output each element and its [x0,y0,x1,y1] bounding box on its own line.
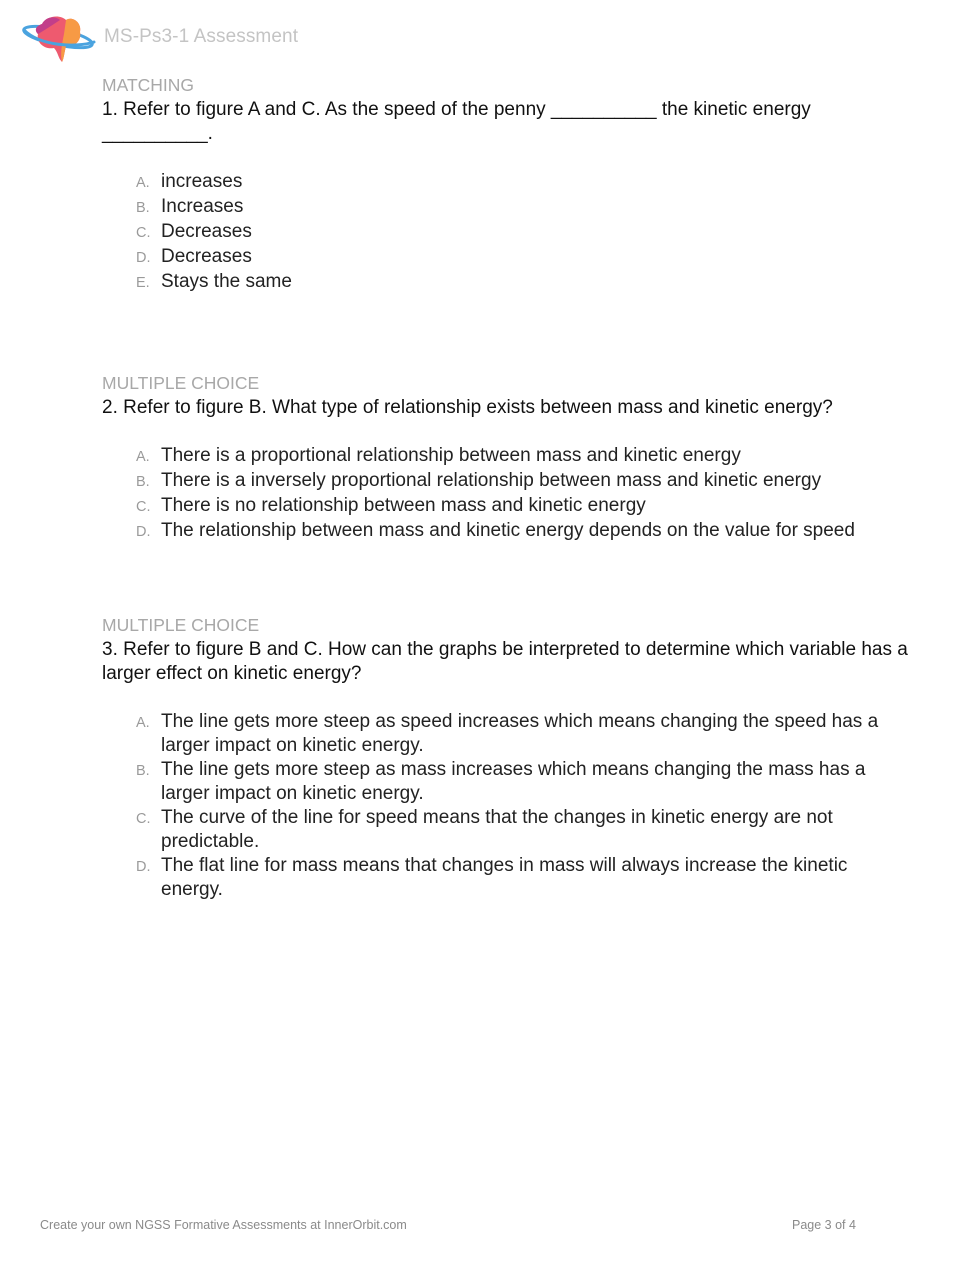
answer-option[interactable] [136,519,912,544]
answer-option[interactable] [136,758,912,806]
option-text: The line gets more steep as mass increases which means changing the mass has a larger impact on kinetic energy. [161,759,866,804]
answer-option[interactable] [136,195,912,220]
answer-option[interactable] [136,494,912,519]
answer-option[interactable] [136,806,912,854]
question-type: MULTIPLE CHOICE [102,615,260,635]
footer-promo-text: Create your own NGSS Formative Assessments at InnerOrbit.com [40,1218,407,1232]
option-text: The flat line for mass means that changes in mass will always increase the kinetic energy. [161,855,848,900]
option-text: Stays the same [161,271,292,292]
answer-options [102,710,912,902]
option-letter: A. [136,715,150,731]
option-letter: B. [136,763,150,779]
option-letter: D. [136,250,151,266]
option-letter: D. [136,859,151,875]
option-letter: A. [136,449,150,465]
answer-option[interactable] [136,170,912,195]
answer-option[interactable] [136,710,912,758]
option-text: increases [161,171,243,192]
option-letter: D. [136,524,151,540]
answer-option[interactable] [136,270,912,295]
option-letter: C. [136,499,151,515]
option-text: There is no relationship between mass and kinetic energy [161,495,646,516]
innerorbit-logo-icon [20,14,96,64]
option-text: There is a proportional relationship between mass and kinetic energy [161,445,741,466]
answer-option[interactable] [136,854,912,902]
option-text: The relationship between mass and kinetic energy depends on the value for speed [161,520,855,541]
question-3 [102,614,912,902]
document-title: MS-Ps3-1 Assessment [104,26,299,47]
option-text: The line gets more steep as speed increases which means changing the speed has a larger impact on kinetic energy. [161,711,879,756]
option-letter: B. [136,474,150,490]
option-text: Decreases [161,246,252,267]
question-2 [102,372,912,614]
answer-option[interactable] [136,245,912,270]
questions-container [102,74,912,902]
option-letter: A. [136,175,150,191]
question-type: MATCHING [102,75,195,95]
page-number: Page 3 of 4 [792,1218,856,1232]
page-header [20,14,620,64]
question-type: MULTIPLE CHOICE [102,373,260,393]
question-text: 2. Refer to figure B. What type of relationship exists between mass and kinetic energy? [102,397,833,418]
option-text: There is a inversely proportional relationship between mass and kinetic energy [161,470,822,491]
question-text: 3. Refer to figure B and C. How can the graphs be interpreted to determine which variable has a larger effect on kinetic energy? [102,639,908,684]
answer-options [102,444,912,544]
option-letter: E. [136,275,150,291]
question-1 [102,74,912,372]
option-letter: B. [136,200,150,216]
question-text: 1. Refer to figure A and C. As the speed of the penny __________ the kinetic energy __________. [102,99,811,144]
answer-option[interactable] [136,444,912,469]
option-letter: C. [136,811,151,827]
answer-option[interactable] [136,469,912,494]
option-text: Increases [161,196,244,217]
answer-options [102,170,912,295]
answer-option[interactable] [136,220,912,245]
option-letter: C. [136,225,151,241]
option-text: Decreases [161,221,252,242]
option-text: The curve of the line for speed means that the changes in kinetic energy are not predictable. [161,807,833,852]
